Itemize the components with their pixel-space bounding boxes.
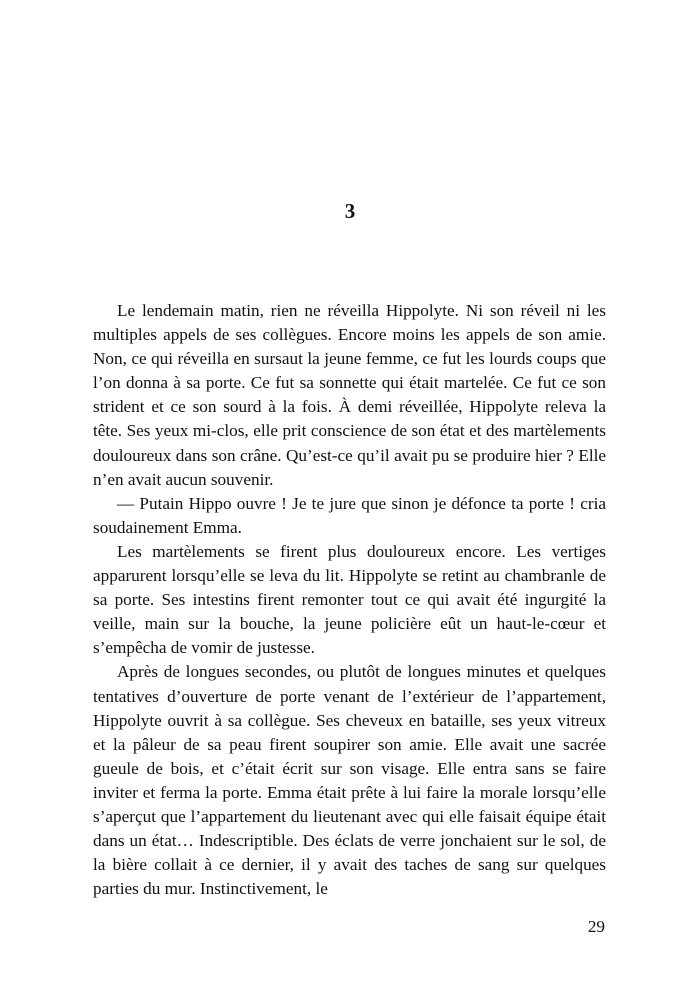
chapter-body	[93, 299, 606, 901]
chapter-number: 3	[344, 199, 356, 223]
paragraph: Le lendemain matin, rien ne réveilla Hippolyte. Ni son réveil ni les multiples appels de ses collègues. Encore moins les appels de son amie. Non, ce qui réveilla en sursaut la jeune femme, ce fut les lourds coups que l’on donna à sa porte. Ce fut sa sonnette qui était martelée. Ce fut ce son strident et ce son sourd à la fois. À demi réveillée, Hippolyte releva la tête. Ses yeux mi-clos, elle prit conscience de son état et des martèlements douloureux dans son crâne. Qu’est-ce qu’il avait pu se produire hier ? Elle n’en avait aucun souvenir.	[93, 301, 606, 489]
paragraph: Après de longues secondes, ou plutôt de longues minutes et quelques tentatives d’ouverture de porte venant de l’extérieur de l’appartement, Hippolyte ouvrit à sa collègue. Ses cheveux en bataille, ses yeux vitreux et la pâleur de sa peau firent soupirer son amie. Elle avait une sacrée gueule de bois, et c’était écrit sur son visage. Elle entra sans se faire inviter et ferma la porte. Emma était prête à lui faire la morale lorsqu’elle s’aperçut que l’appartement du lieutenant avec qui elle faisait équipe était dans un état… Indescriptible. Des éclats de verre jonchaient sur le sol, de la bière collait à ce dernier, il y avait des taches de sang sur quelques parties du mur. Instinctivement, le	[93, 662, 606, 899]
paragraph: Les martèlements se firent plus douloureux encore. Les vertiges apparurent lorsqu’elle se leva du lit. Hippolyte se retint au chambranle de sa porte. Ses intestins firent remonter tout ce qui avait été ingurgité la veille, main sur la bouche, la jeune policière eût un haut-le-cœur et s’empêcha de vomir de justesse.	[93, 541, 606, 658]
paragraph: — Putain Hippo ouvre ! Je te jure que sinon je défonce ta porte ! cria soudainement Emma.	[93, 493, 606, 537]
page-number: 29	[587, 917, 605, 936]
